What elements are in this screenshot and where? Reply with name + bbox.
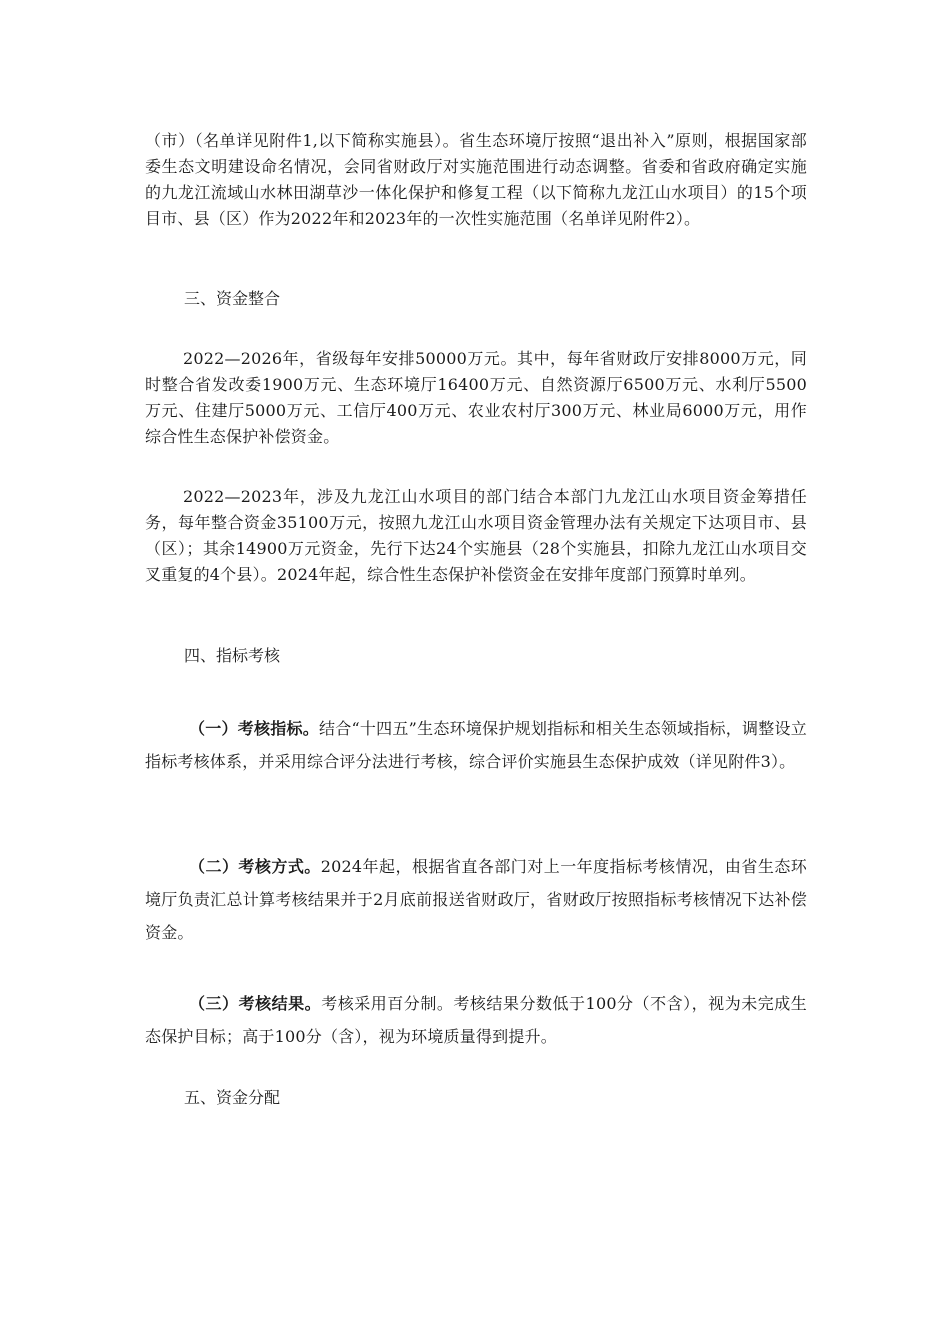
subsection-lead: （二）考核方式。 bbox=[189, 857, 321, 876]
subsection-lead: （一）考核指标。 bbox=[189, 719, 319, 738]
subsection-assessment-method bbox=[145, 850, 807, 949]
section-heading-fund-allocation: 五、资金分配 bbox=[184, 1088, 281, 1107]
subsection-lead: （三）考核结果。 bbox=[189, 994, 322, 1013]
section-heading-fund-integration: 三、资金整合 bbox=[184, 289, 281, 308]
subsection-assessment-results bbox=[145, 987, 807, 1053]
paragraph-jiulongjiang-funding: 2022—2023年，涉及九龙江山水项目的部门结合本部门九龙江山水项目资金筹措任务，每年整合资金35100万元，按照九龙江山水项目资金管理办法有关规定下达项目市、县（区）；其余14900万元资金，先行下达24个实施县（28个实施县，扣除九龙江山水项目交叉重复的4个县）。2024年起，综合性生态保护补偿资金在安排年度部门预算时单列。 bbox=[145, 487, 807, 584]
subsection-text: 2024年起，根据省直各部门对上一年度指标考核情况，由省生态环境厅负责汇总计算考核结果并于2月底前报送省财政厅，省财政厅按照指标考核情况下达补偿资金。 bbox=[145, 857, 807, 942]
subsection-assessment-indicators bbox=[145, 712, 807, 778]
subsection-text: 结合“十四五”生态环境保护规划指标和相关生态领域指标，调整设立指标考核体系，并采用综合评分法进行考核，综合评价实施县生态保护成效（详见附件3）。 bbox=[145, 719, 808, 771]
subsection-text: 考核采用百分制。考核结果分数低于100分（不含），视为未完成生态保护目标；高于100分（含），视为环境质量得到提升。 bbox=[145, 994, 807, 1046]
paragraph-implementation-scope: （市）（名单详见附件1,以下简称实施县）。省生态环境厅按照“退出补入”原则，根据国家部委生态文明建设命名情况，会同省财政厅对实施范围进行动态调整。省委和省政府确定实施的九龙江流域山水林田湖草沙一体化保护和修复工程（以下简称九龙江山水项目）的15个项目市、县（区）作为2022年和2023年的一次性实施范围（名单详见附件2）。 bbox=[145, 131, 807, 228]
section-heading-indicator-assessment: 四、指标考核 bbox=[184, 646, 281, 665]
paragraph-annual-funding: 2022—2026年，省级每年安排50000万元。其中，每年省财政厅安排8000万元，同时整合省发改委1900万元、生态环境厅16400万元、自然资源厅6500万元、水利厅5500万元、住建厅5000万元、工信厅400万元、农业农村厅300万元、林业局6000万元，用作综合性生态保护补偿资金。 bbox=[145, 349, 807, 446]
